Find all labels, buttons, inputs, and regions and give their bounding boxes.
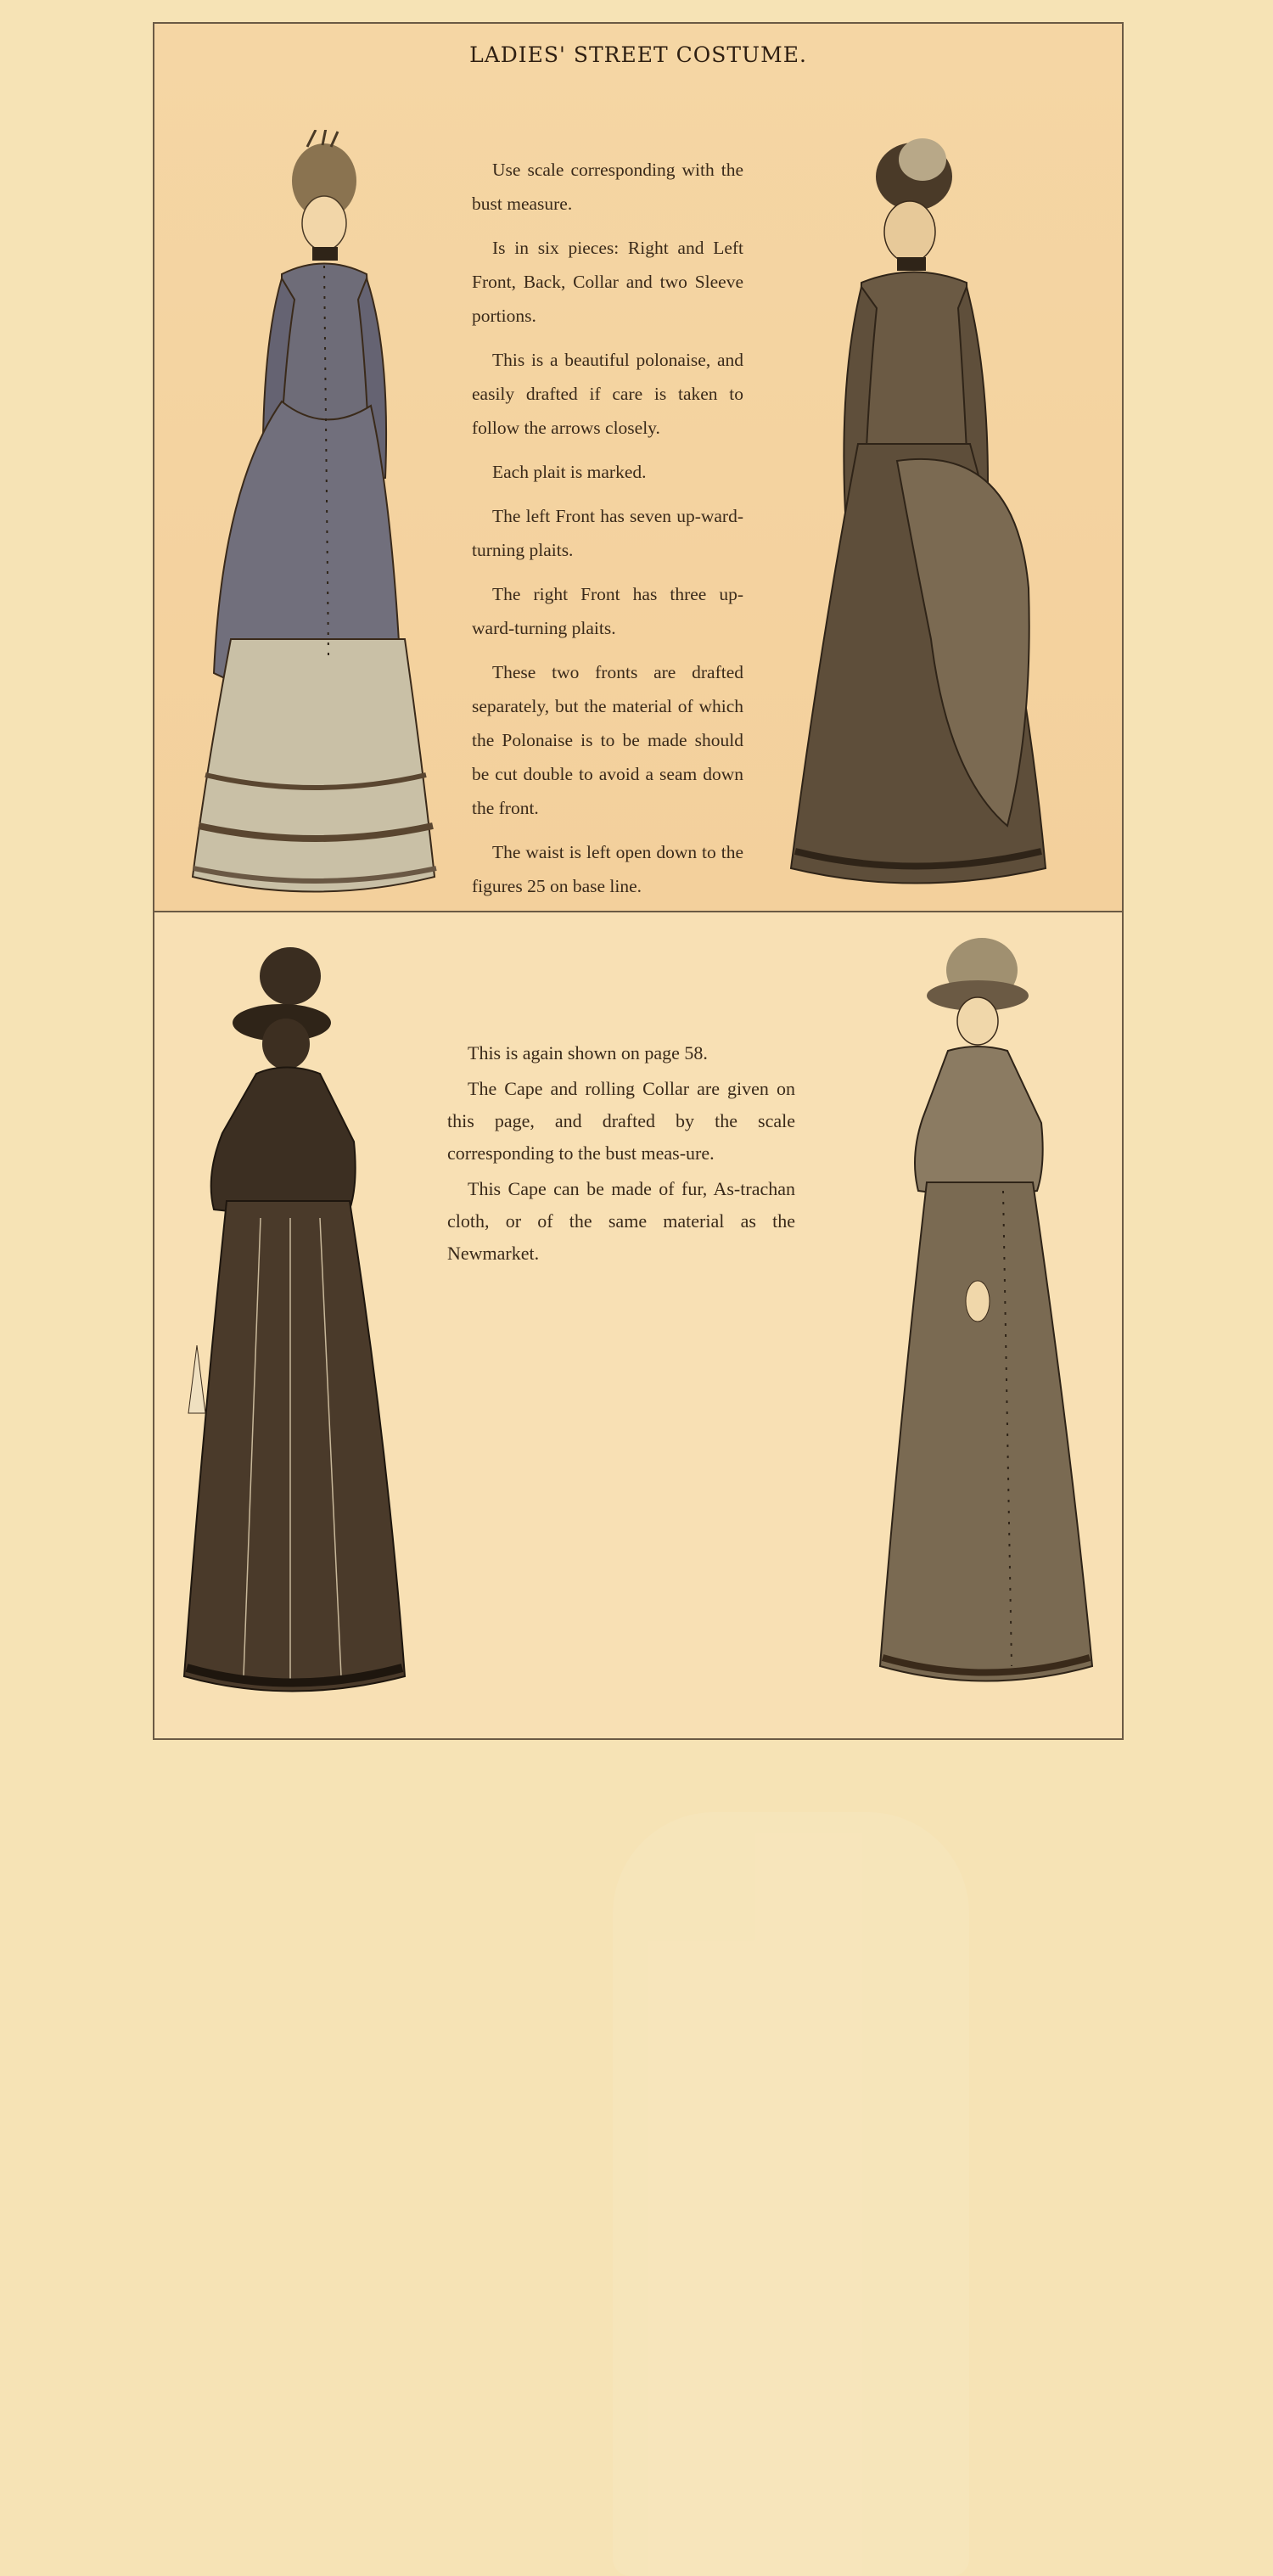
instruction-page-ref: This is again shown on page 58. bbox=[468, 1042, 708, 1064]
instruction-pieces: Is in six pieces: Right and Left Front, Back, Collar and two Sleeve portions. bbox=[472, 238, 743, 326]
instruction-cape-material: This Cape can be made of fur, As-trachan cloth, or of the same material as the Newmarket. bbox=[447, 1178, 795, 1264]
instruction-waist: The waist is left open down to the figures 25 on base line. bbox=[472, 842, 743, 896]
illustration-newmarket-front bbox=[850, 936, 1105, 1700]
instruction-left-front: The left Front has seven up-ward-turning plaits. bbox=[472, 506, 743, 560]
illustration-newmarket-back bbox=[180, 938, 426, 1702]
top-instructions bbox=[472, 153, 743, 913]
top-panel bbox=[154, 24, 1122, 912]
illustration-polonaise-back bbox=[770, 130, 1063, 902]
bottom-text-column bbox=[447, 1037, 795, 1273]
page-frame bbox=[153, 22, 1124, 1740]
instruction-fronts: These two fronts are drafted separately, but the material of which the Polonaise is to be made should be cut double to avoid a seam down the front. bbox=[472, 662, 743, 818]
instruction-plait: Each plait is marked. bbox=[492, 462, 647, 482]
page-title: LADIES' STREET COSTUME. bbox=[469, 42, 807, 67]
illustration-polonaise-front bbox=[188, 130, 451, 919]
faint-background-figure bbox=[613, 1812, 969, 2576]
instruction-scale: Use scale corresponding with the bust measure. bbox=[472, 160, 743, 214]
instruction-polonaise: This is a beautiful polonaise, and easily drafted if care is taken to follow the arrows closely. bbox=[472, 350, 743, 438]
instruction-right-front: The right Front has three up-ward-turning plaits. bbox=[472, 584, 743, 638]
instruction-cape: The Cape and rolling Collar are given on this page, and drafted by the scale corresponding to the bust meas-ure. bbox=[447, 1078, 795, 1164]
